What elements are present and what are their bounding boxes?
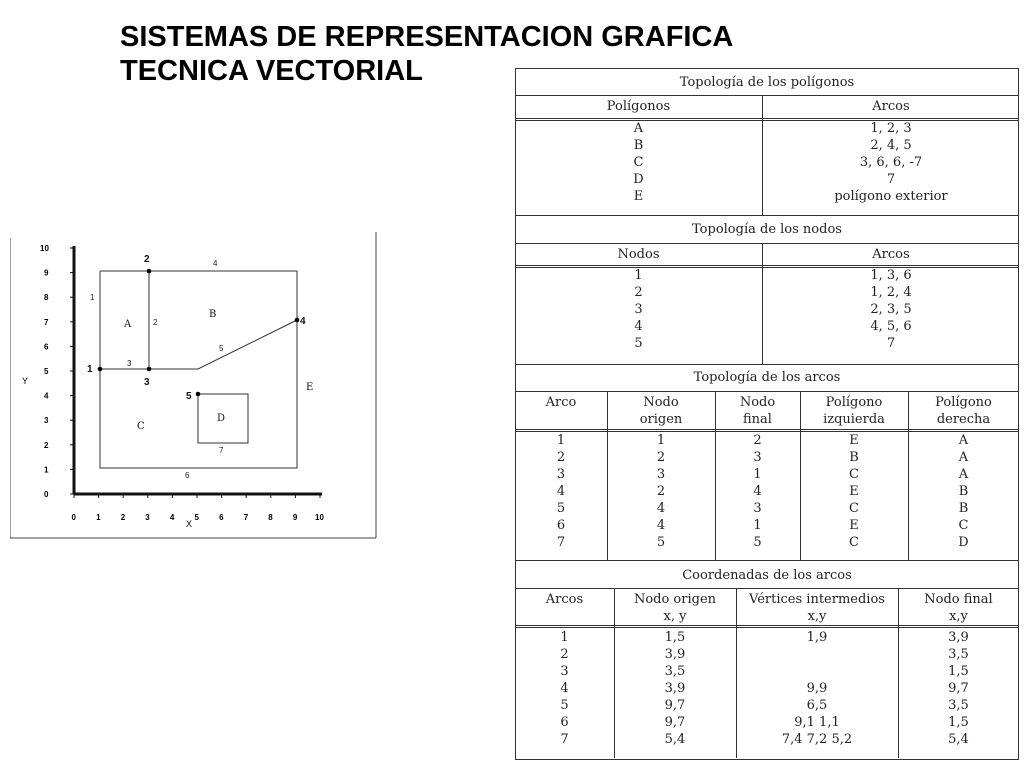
arc-topology-header-line: Nodo xyxy=(739,395,776,410)
arc-coordinates-cell: 9,9 xyxy=(806,681,828,696)
arc-topology-header-line: Nodo xyxy=(643,395,679,410)
arc-topology-cell: 4 xyxy=(556,484,566,499)
y-tick-labels xyxy=(40,244,74,499)
arc-topology-cell: 6 xyxy=(556,518,566,533)
polygon-c-label: C xyxy=(137,421,145,432)
divider xyxy=(515,391,1019,392)
arc-topology-cell: 2 xyxy=(753,433,762,448)
node-arcs-cell: 7 xyxy=(886,336,896,351)
arc-coordinates-cell: 6,5 xyxy=(806,698,828,713)
polygon-name-cell: B xyxy=(633,138,644,153)
arc-coordinates-cell: 1,5 xyxy=(948,715,969,730)
x-tick-label: 3 xyxy=(145,513,150,522)
arc-topology-cell: 3 xyxy=(753,450,762,465)
node-id-cell: 1 xyxy=(634,268,643,283)
arc-coordinates-cell: 3 xyxy=(560,664,569,679)
arc-coordinates-cell: 3,9 xyxy=(948,630,969,645)
y-tick-label: 3 xyxy=(44,416,49,426)
divider xyxy=(515,625,1019,628)
arc-coordinates-header-line: x, y xyxy=(663,608,687,624)
title-line-1: SISTEMAS DE REPRESENTACION GRAFICA xyxy=(120,21,734,53)
arc-coordinates-header-line: x,y xyxy=(949,608,968,624)
arc-topology-cell: 7 xyxy=(556,535,566,550)
arc-topology-cell: C xyxy=(849,467,859,482)
polygon-topology-title: Topología de los polígonos xyxy=(679,75,855,90)
polygon-b-label: B xyxy=(209,309,217,320)
y-tick-label: 7 xyxy=(44,317,49,327)
y-axis-label: Y xyxy=(22,376,29,386)
y-tick-label: 1 xyxy=(44,465,49,475)
node-1-dot xyxy=(98,367,103,372)
x-tick-label: 2 xyxy=(120,513,126,522)
arc-topology-cell: 4 xyxy=(753,484,762,499)
arc-topology-cell: 2 xyxy=(556,450,566,465)
arc-topology-cell: 1 xyxy=(753,467,762,482)
polygon-arcs-cell: 7 xyxy=(886,172,896,187)
arc-topology-header-line: Polígono xyxy=(935,395,992,410)
arc-coordinates-cell: 2 xyxy=(560,647,569,662)
y-tick-label: 6 xyxy=(44,342,49,352)
arc-topology-cell: 5 xyxy=(753,535,762,550)
arc-2-label: 2 xyxy=(153,318,158,327)
polygon-name-cell: D xyxy=(633,172,644,187)
polygon-arcs-cell: 1, 2, 3 xyxy=(870,121,912,136)
arc-coordinates-cell: 9,7 xyxy=(664,715,686,730)
arc-topology-cell: 5 xyxy=(556,501,566,516)
x-tick-label: 8 xyxy=(268,513,273,522)
node-arcs-cell: 4, 5, 6 xyxy=(870,319,912,334)
arc-topology-cell: B xyxy=(849,450,859,465)
arc-coordinates-header: Arcos xyxy=(545,592,584,607)
arc-coordinates-header-line: Nodo origen xyxy=(633,592,717,607)
arc-5-label: 5 xyxy=(219,344,224,353)
arc-topology-cell: 3 xyxy=(556,467,566,482)
arc-coordinates-cell: 3,9 xyxy=(664,681,686,696)
arc-coordinates-cell: 9,7 xyxy=(948,681,969,696)
x-tick-label: 10 xyxy=(315,513,324,522)
arc-6-label: 6 xyxy=(185,471,190,480)
arc-coordinates-header-line: Nodo final xyxy=(924,592,993,607)
x-tick-label: 9 xyxy=(292,513,298,522)
polygon-d-label: D xyxy=(217,413,226,424)
arc-topology-cell: E xyxy=(849,433,859,448)
arc-topology-header-line: final xyxy=(743,411,772,427)
arc-topology-header: Arco xyxy=(545,395,577,410)
divider xyxy=(515,588,1019,589)
arc-topology-cell: B xyxy=(958,501,969,516)
arc-topology-header xyxy=(908,395,1019,428)
arc-coordinates-header-line: Vértices intermedios xyxy=(749,592,885,607)
arc-4-label: 4 xyxy=(213,259,218,268)
arc-topology-cell: C xyxy=(849,535,859,550)
node-4-label: 4 xyxy=(300,316,306,327)
y-tick-label: 4 xyxy=(44,391,49,401)
x-tick-label: 7 xyxy=(243,513,249,522)
arc-coordinates-cell: 3,5 xyxy=(948,647,969,662)
arc-topology-cell: 4 xyxy=(656,501,666,516)
x-tick-label: 6 xyxy=(219,513,224,522)
arc-coordinates-cell: 1,9 xyxy=(806,630,828,645)
polygon-a-label: A xyxy=(124,319,132,330)
arc-topology-cell: E xyxy=(849,484,859,499)
arc-coordinates-header-line: x,y xyxy=(807,608,827,624)
arc-topology-cell: 1 xyxy=(556,433,566,448)
node-arcs-cell: 1, 2, 4 xyxy=(870,285,912,300)
node-4-dot xyxy=(295,318,300,323)
node-id-cell: 4 xyxy=(634,319,643,334)
arc-topology-cell: B xyxy=(958,484,969,499)
arc-topology-header-line: derecha xyxy=(936,411,991,427)
arc-topology-header-line: origen xyxy=(639,411,683,427)
y-tick-label: 2 xyxy=(44,440,49,450)
arc-coordinates-cell: 7,4 7,2 5,2 xyxy=(781,732,853,747)
arc-topology-header xyxy=(715,395,800,428)
arc-coordinates-cell: 5 xyxy=(560,698,569,713)
arc-topology-cell: 1 xyxy=(753,518,762,533)
topology-tables xyxy=(515,68,1019,760)
arc-1-label: 1 xyxy=(90,293,95,302)
node-arcs-cell: 2, 3, 5 xyxy=(870,302,912,317)
arc-topology-cell: A xyxy=(958,467,969,482)
divider xyxy=(515,243,1019,244)
arc-coordinates-cell: 1,5 xyxy=(948,664,969,679)
node-header-nodes: Nodos xyxy=(617,247,660,262)
arc-topology-cell: C xyxy=(958,518,969,533)
arc-coordinates-cell: 3,5 xyxy=(664,664,686,679)
arc-topology-cell: 4 xyxy=(656,518,666,533)
arc-3-label: 3 xyxy=(127,359,132,368)
arc-coordinates-header xyxy=(614,592,736,625)
arc-topology-title: Topología de los arcos xyxy=(693,370,841,385)
arc-topology-cell: D xyxy=(958,535,969,550)
polygon-arcs-cell: 3, 6, 6, -7 xyxy=(859,155,923,170)
arc-topology-cell: A xyxy=(958,450,969,465)
arc-coordinates-cell: 9,7 xyxy=(664,698,686,713)
polygon-name-cell: E xyxy=(633,189,644,204)
node-header-arcs: Arcos xyxy=(872,247,910,262)
x-tick-label: 5 xyxy=(194,513,199,522)
polygon-name-cell: C xyxy=(633,155,644,170)
arc-topology-cell: C xyxy=(849,501,859,516)
node-topology-title: Topología de los nodos xyxy=(692,222,842,237)
divider xyxy=(515,95,1019,96)
divider xyxy=(515,429,1019,432)
arc-coordinates-cell: 3,9 xyxy=(664,647,686,662)
arc-topology-cell: 3 xyxy=(656,467,666,482)
node-id-cell: 3 xyxy=(634,302,643,317)
arc-coordinates-cell: 1 xyxy=(560,630,569,645)
title-line-2: TECNICA VECTORIAL xyxy=(120,55,423,87)
y-tick-label: 9 xyxy=(44,268,49,278)
arc-topology-cell: 1 xyxy=(656,433,666,448)
node-id-cell: 2 xyxy=(634,285,643,300)
y-tick-label: 10 xyxy=(40,244,49,253)
y-tick-label: 0 xyxy=(44,490,49,499)
polygon-arcs-cell: polígono exterior xyxy=(834,189,948,204)
polygon-header-polygons: Polígonos xyxy=(606,99,671,114)
node-5-dot xyxy=(196,392,201,397)
arc-coordinates-cell: 7 xyxy=(560,732,569,747)
arc-topology-header xyxy=(800,395,908,428)
arc-coordinates-cell: 5,4 xyxy=(664,732,686,747)
arc-7-label: 7 xyxy=(219,446,224,455)
node-5-label: 5 xyxy=(186,391,192,402)
arc-coordinates-cell: 5,4 xyxy=(948,732,969,747)
arc-coordinates-cell: 4 xyxy=(560,681,569,696)
arc-topology-header-line: izquierda xyxy=(823,411,885,427)
arc-topology-header xyxy=(607,395,715,428)
arc-topology-cell: E xyxy=(849,518,859,533)
node-1-label: 1 xyxy=(87,364,93,375)
polygon-e-label: E xyxy=(306,382,314,393)
x-tick-label: 1 xyxy=(96,513,101,522)
arc-topology-cell: A xyxy=(958,433,969,448)
arc-coordinates-cell: 6 xyxy=(560,715,569,730)
arc-coordinates-cell: 1,5 xyxy=(664,630,686,645)
arc-coordinates-header xyxy=(898,592,1019,625)
x-tick-labels xyxy=(72,494,325,522)
vector-diagram xyxy=(10,232,380,544)
arc-coordinates-title: Coordenadas de los arcos xyxy=(682,568,852,583)
node-2-label: 2 xyxy=(144,254,150,265)
node-2-dot xyxy=(147,269,152,274)
polygon-arcs-cell: 2, 4, 5 xyxy=(870,138,912,153)
arc-4-line xyxy=(149,271,297,320)
divider xyxy=(515,215,1019,216)
node-3-dot xyxy=(147,367,152,372)
polygon-name-cell: A xyxy=(633,121,644,136)
x-tick-label: 4 xyxy=(169,513,175,522)
node-arcs-cell: 1, 3, 6 xyxy=(870,268,912,283)
arc-topology-cell: 3 xyxy=(753,501,762,516)
y-tick-label: 8 xyxy=(44,293,49,303)
x-tick-label: 0 xyxy=(71,513,76,522)
divider xyxy=(515,364,1019,365)
arc-topology-cell: 2 xyxy=(656,450,666,465)
arc-coordinates-cell: 9,1 1,1 xyxy=(794,715,840,730)
arc-topology-header-line: Polígono xyxy=(825,395,883,410)
arc-topology-cell: 5 xyxy=(656,535,666,550)
y-tick-label: 5 xyxy=(44,367,49,376)
x-axis-label: X xyxy=(186,519,193,529)
arc-coordinates-header xyxy=(736,592,898,625)
arc-coordinates-cell: 3,5 xyxy=(948,698,969,713)
polygon-header-arcs: Arcos xyxy=(872,99,910,114)
arc-topology-cell: 2 xyxy=(656,484,666,499)
divider xyxy=(515,560,1019,561)
node-3-label: 3 xyxy=(144,377,150,388)
node-id-cell: 5 xyxy=(634,336,643,351)
